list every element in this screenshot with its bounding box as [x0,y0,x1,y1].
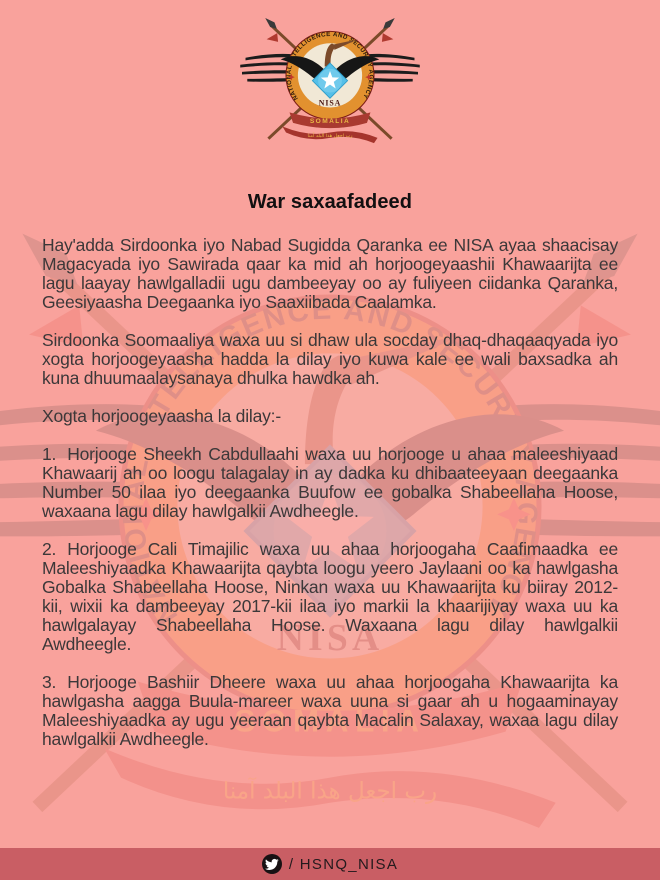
list-item-2-number: 2. [42,539,57,559]
footer-bar [0,848,660,880]
press-release-body [42,236,618,749]
list-item-1-number: 1. [42,444,57,464]
list-item-2-text: Horjooge Cali Timajilic waxa uu ahaa horjoogaha Caafimaadka ee Maleeshiyaadka Khawaarijta qaybta loogu yeero Jaylaani oo ka hawlgasha Gobalka Shabeellaha Hoose, Ninkan waxa uu Khawaarijta ku biiray 2012-kii, wixii ka dambeeyay 2017-kii ilaa iyo markii la khaarijiyay waxa uu ka hawlgalayay Shabeellaha Hoose. Waxaana lagu dilay hawlgalkii Awdheegle. [42,539,618,654]
page-title: War saxaafadeed [247,191,413,213]
list-item-3-text: Horjooge Bashiir Dheere waxa uu ahaa horjoogaha Khawaarijta ka hawlgasha aagga Buula-mareer waxa uuna si gaar ah u hogaaminayay Maleeshiyaadka ay ugu yeeraan qaybta Macalin Salaxay, waxaa lagu dilay hawlgalkii Awdheegle. [42,672,618,749]
list-item-1 [42,445,618,521]
list-item-3-number: 3. [42,672,57,692]
list-item-3 [42,673,618,749]
list-intro: Xogta horjoogeyaasha la dilay:- [42,406,281,426]
list-item-1-text: Horjooge Sheekh Cabdullaahi waxa uu horjooge u ahaa maleeshiyaad Khawaarij ah oo loogu talagalay in ay dadka ku dhibaateeyaan deegaanka Number 50 ilaa iyo deegaanka Buufow ee gobalka Shabeellaha Hoose, waxaana lagu dilay hawlgalkii Awdheegle. [42,444,618,521]
nisa-logo [0,0,660,149]
twitter-icon [262,854,282,874]
twitter-handle: / HSNQ_NISA [288,855,399,873]
paragraph-context: Sirdoonka Soomaaliya waxa uu si dhaw ula socday dhaq-dhaqaaqyada iyo xogta horjoogeyaasha hadda la dilay iyo kuwa kale ee wali baxsadka ah kuna dhuumaalaysanaya dhulka hawdka ah. [42,330,618,388]
nisa-emblem-icon [233,12,427,144]
paragraph-announcement: Hay'adda Sirdoonka iyo Nabad Sugidda Qaranka ee NISA ayaa shaacisay Magacyada iyo Sawirada qaar ka mid ah horjoogeyaashii Khawaarijta ee lagu laayay hawlgalladii ugu dambeeyay oo ay fuliyeen ciidanka Qaranka, Geesiyaasha Deegaanka iyo Saaxiibada Caalamka. [42,235,618,312]
list-item-2 [42,540,618,654]
